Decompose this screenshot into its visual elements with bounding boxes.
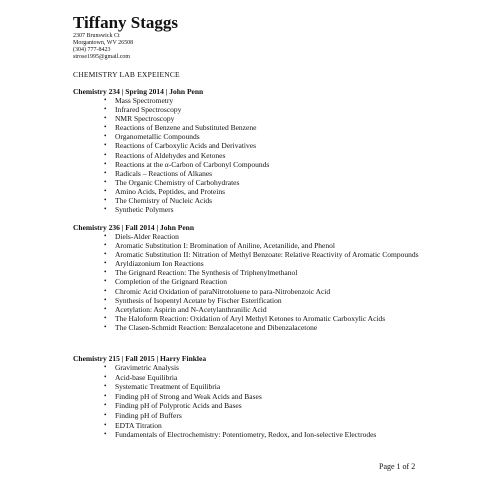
- list-item: [73, 250, 443, 259]
- bullet-icon: •: [104, 391, 107, 400]
- email-address: strose1995@gmail.com: [73, 54, 131, 60]
- topic-text: Fundamentals of Electrochemistry: Potentiometry, Redox, and Ion-selective Electrodes: [115, 430, 377, 440]
- list-item: [73, 232, 443, 241]
- address-line-1: 2307 Brunswick Ct: [73, 33, 120, 39]
- bullet-icon: •: [104, 150, 107, 159]
- bullet-icon: •: [104, 259, 107, 268]
- topic-text: The Clasen-Schmidt Reaction: Benzalacetone and Dibenzalacetone: [115, 322, 318, 332]
- topic-text: Radicals – Reactions of Alkanes: [115, 168, 213, 178]
- list-item: [73, 373, 443, 383]
- list-item: [73, 259, 443, 268]
- topic-text: Chromic Acid Oxidation of paraNitrotoluene to para-Nitrobenzoic Acid: [115, 286, 331, 296]
- list-item: [73, 96, 443, 105]
- topic-text: Completion of the Grignard Reaction: [115, 277, 228, 287]
- list-item: [73, 382, 443, 392]
- bullet-icon: •: [104, 268, 107, 277]
- bullet-icon: •: [104, 196, 107, 205]
- bullet-icon: •: [104, 286, 107, 295]
- topic-text: Amino Acids, Peptides, and Proteins: [115, 186, 225, 196]
- course-heading: Chemistry 234 | Spring 2014 | John Penn: [73, 87, 204, 96]
- bullet-icon: •: [104, 363, 107, 371]
- bullet-icon: •: [104, 132, 107, 141]
- bullet-icon: •: [104, 141, 107, 150]
- page-number: Page 1 of 2: [379, 462, 416, 471]
- bullet-icon: •: [104, 250, 107, 259]
- bullet-icon: •: [104, 304, 107, 313]
- list-item: [73, 178, 443, 187]
- topic-list: [73, 232, 443, 332]
- topic-text: The Haloform Reaction: Oxidation of Aryl Methyl Ketones to Aromatic Carboxylic Acids: [115, 313, 386, 323]
- list-item: [73, 151, 443, 160]
- topic-text: Finding pH of Polyprotic Acids and Bases: [115, 401, 242, 411]
- list-item: [73, 401, 443, 411]
- topic-text: Mass Spectrometry: [115, 96, 174, 105]
- list-item: [73, 187, 443, 196]
- topic-text: Aromatic Substitution II: Nitration of Methyl Benzoate: Relative Reactivity of Aromatic Compounds: [115, 250, 419, 260]
- list-item: [73, 160, 443, 169]
- list-item: [73, 421, 443, 431]
- bullet-icon: •: [104, 123, 107, 132]
- topic-text: Reactions of Aldehydes and Ketones: [115, 150, 226, 160]
- bullet-icon: •: [104, 105, 107, 114]
- list-item: [73, 205, 443, 214]
- bullet-icon: •: [104, 241, 107, 250]
- address-line-2: Morgantown, WV 26508: [73, 40, 134, 46]
- topic-text: The Chemistry of Nucleic Acids: [115, 196, 213, 206]
- list-item: [73, 169, 443, 178]
- list-item: [73, 105, 443, 114]
- bullet-icon: •: [104, 232, 107, 240]
- topic-text: NMR Spectroscopy: [115, 114, 175, 124]
- bullet-icon: •: [104, 372, 107, 381]
- bullet-icon: •: [104, 159, 107, 168]
- bullet-icon: •: [104, 177, 107, 186]
- bullet-icon: •: [104, 313, 107, 322]
- bullet-icon: •: [104, 168, 107, 177]
- list-item: [73, 314, 443, 323]
- course-block: [73, 354, 443, 440]
- course-heading: Chemistry 215 | Fall 2015 | Harry Finklea: [73, 354, 207, 363]
- list-item: [73, 114, 443, 123]
- list-item: [73, 123, 443, 132]
- course-block: [73, 223, 443, 332]
- topic-text: Finding pH of Buffers: [115, 410, 182, 420]
- list-item: [73, 287, 443, 296]
- topic-text: Infrared Spectroscopy: [115, 105, 182, 115]
- course-heading: Chemistry 236 | Fall 2014 | John Penn: [73, 223, 195, 232]
- topic-text: Gravimetric Analysis: [115, 363, 179, 372]
- topic-text: Synthetic Polymers: [115, 205, 174, 215]
- contact-info: [73, 33, 133, 61]
- bullet-icon: •: [104, 277, 107, 286]
- list-item: [73, 323, 443, 332]
- topic-text: Systematic Treatment of Equilibria: [115, 382, 221, 392]
- list-item: [73, 392, 443, 402]
- list-item: [73, 430, 443, 440]
- topic-text: The Grignard Reaction: The Synthesis of Triphenylmethanol: [115, 268, 298, 278]
- list-item: [73, 296, 443, 305]
- topic-text: Reactions at the α-Carbon of Carbonyl Compounds: [115, 159, 270, 169]
- course-block: [73, 87, 443, 214]
- list-item: [73, 305, 443, 314]
- topic-list: [73, 363, 443, 440]
- list-item: [73, 196, 443, 205]
- list-item: [73, 132, 443, 141]
- topic-text: Organometallic Compounds: [115, 132, 200, 142]
- list-item: [73, 411, 443, 421]
- section-title: CHEMISTRY LAB EXPEIENCE: [73, 70, 180, 79]
- bullet-icon: •: [104, 114, 107, 123]
- phone-number: (304) 777-8423: [73, 47, 111, 53]
- bullet-icon: •: [104, 382, 107, 391]
- topic-text: Aromatic Substitution I: Bromination of Aniline, Acetanilide, and Phenol: [115, 241, 335, 251]
- bullet-icon: •: [104, 430, 107, 439]
- bullet-icon: •: [104, 401, 107, 410]
- topic-text: Reactions of Benzene and Substituted Benzene: [115, 123, 257, 133]
- bullet-icon: •: [104, 420, 107, 429]
- candidate-name: Tiffany Staggs: [73, 13, 179, 32]
- topic-text: EDTA Titration: [115, 420, 162, 430]
- bullet-icon: •: [104, 410, 107, 419]
- topic-text: Aryldiazonium Ion Reactions: [115, 259, 204, 269]
- topic-text: Diels-Alder Reaction: [115, 232, 179, 241]
- bullet-icon: •: [104, 205, 107, 214]
- list-item: [73, 363, 443, 373]
- topic-text: The Organic Chemistry of Carbohydrates: [115, 177, 240, 187]
- bullet-icon: •: [104, 96, 107, 104]
- bullet-icon: •: [104, 322, 107, 331]
- list-item: [73, 277, 443, 286]
- list-item: [73, 268, 443, 277]
- bullet-icon: •: [104, 186, 107, 195]
- list-item: [73, 141, 443, 150]
- topic-text: Acid-base Equilibria: [115, 372, 178, 382]
- topic-text: Finding pH of Strong and Weak Acids and Bases: [115, 391, 262, 401]
- topic-text: Acetylation: Aspirin and N-Acetylanthranilic Acid: [115, 304, 267, 314]
- bullet-icon: •: [104, 295, 107, 304]
- topic-text: Synthesis of Isopentyl Acetate by Fischer Esterification: [115, 295, 282, 305]
- topic-text: Reactions of Carboxylic Acids and Derivatives: [115, 141, 257, 151]
- topic-list: [73, 96, 443, 214]
- list-item: [73, 241, 443, 250]
